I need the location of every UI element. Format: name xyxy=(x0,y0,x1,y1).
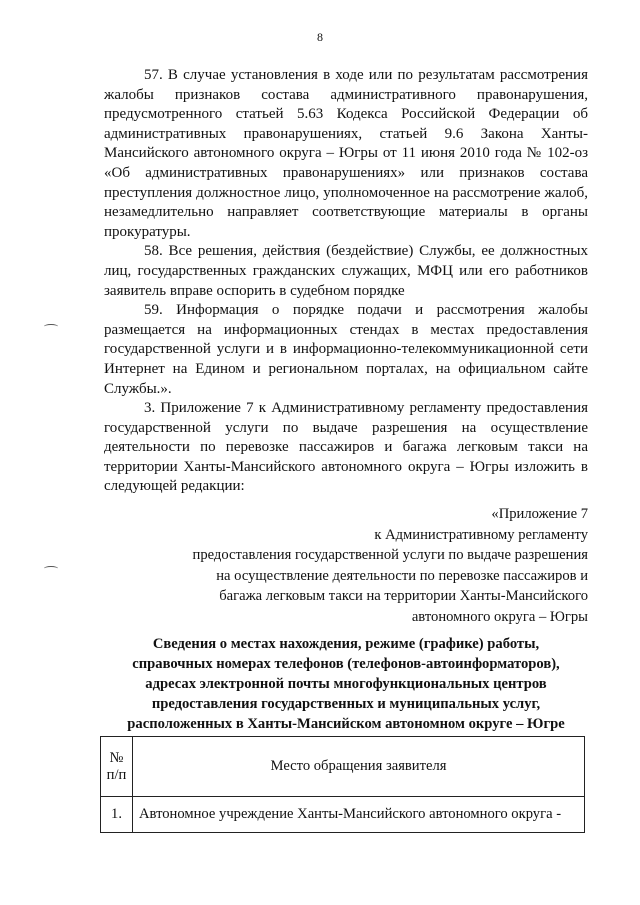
margin-mark xyxy=(44,324,58,329)
row-number: 1. xyxy=(101,797,133,833)
appendix-line: к Административному регламенту xyxy=(374,526,588,543)
page-number: 8 xyxy=(317,30,323,44)
section-title-line: адресах электронной почты многофункциональных центров xyxy=(145,676,547,692)
header-number xyxy=(101,737,133,797)
section-title xyxy=(104,634,588,734)
section-title-line: Сведения о местах нахождения, режиме (графике) работы, xyxy=(152,636,540,652)
paragraph-59: 59. Информация о порядке подачи и рассмотрения жалобы размещается на информационных стендах в местах предоставления государственной услуги и в информационно-телекоммуникационной сети Интернет на Едином и региональном порталах, на официальном сайте Службы.». xyxy=(104,302,588,397)
appendix-heading xyxy=(128,504,588,627)
section-title-line: расположенных в Ханты-Мансийском автономном округе – Югре xyxy=(127,716,565,732)
table-header-row xyxy=(101,737,585,797)
appendix-line: на осуществление деятельности по перевозке пассажиров и xyxy=(216,567,588,584)
appendix-line: предоставления государственной услуги по выдаче разрешения xyxy=(192,547,588,563)
section-title-line: справочных номерах телефонов (телефонов-автоинформаторов), xyxy=(132,656,560,672)
header-place: Место обращения заявителя xyxy=(133,737,585,797)
appendix-line: багажа легковым такси на территории Ханты-Мансийского xyxy=(219,588,588,604)
table-row xyxy=(101,797,585,833)
paragraph-58: 58. Все решения, действия (бездействие) Службы, ее должностных лиц, государственных гражданских служащих, МФЦ или его работников заявитель вправе оспорить в судебном порядке xyxy=(104,243,588,299)
row-place: Автономное учреждение Ханты-Мансийского автономного округа - xyxy=(133,797,585,833)
header-number-sign: № xyxy=(109,749,124,766)
body-text xyxy=(104,66,588,497)
appendix-line: автономного округа – Югры xyxy=(411,608,588,625)
appendix-line: «Приложение 7 xyxy=(491,506,588,522)
margin-mark xyxy=(44,566,58,571)
header-number-abbr: п/п xyxy=(106,766,127,783)
paragraph-57: 57. В случае установления в ходе или по результатам рассмотрения жалобы признаков состава административного правонарушения, предусмотренного статьей 5.63 Кодекса Российской Федерации об административных правонарушениях, статьей 9.6 Закона Ханты-Мансийского автономного округа – Югры от 11 июня 2010 года № 102-оз «Об административных правонарушениях» или признаков состава преступления должностное лицо, уполномоченное на рассмотрение жалоб, незамедлительно направляет соответствующие материалы в органы прокуратуры. xyxy=(104,67,588,240)
mfc-table xyxy=(100,736,585,833)
paragraph-3: 3. Приложение 7 к Административному регламенту предоставления государственной услуги по выдаче разрешения на осуществление деятельности по перевозке пассажиров и багажа легковым такси на территории Ханты-Мансийского автономного округа – Югры изложить в следующей редакции: xyxy=(104,400,588,495)
section-title-line: предоставления государственных и муниципальных услуг, xyxy=(151,696,541,712)
